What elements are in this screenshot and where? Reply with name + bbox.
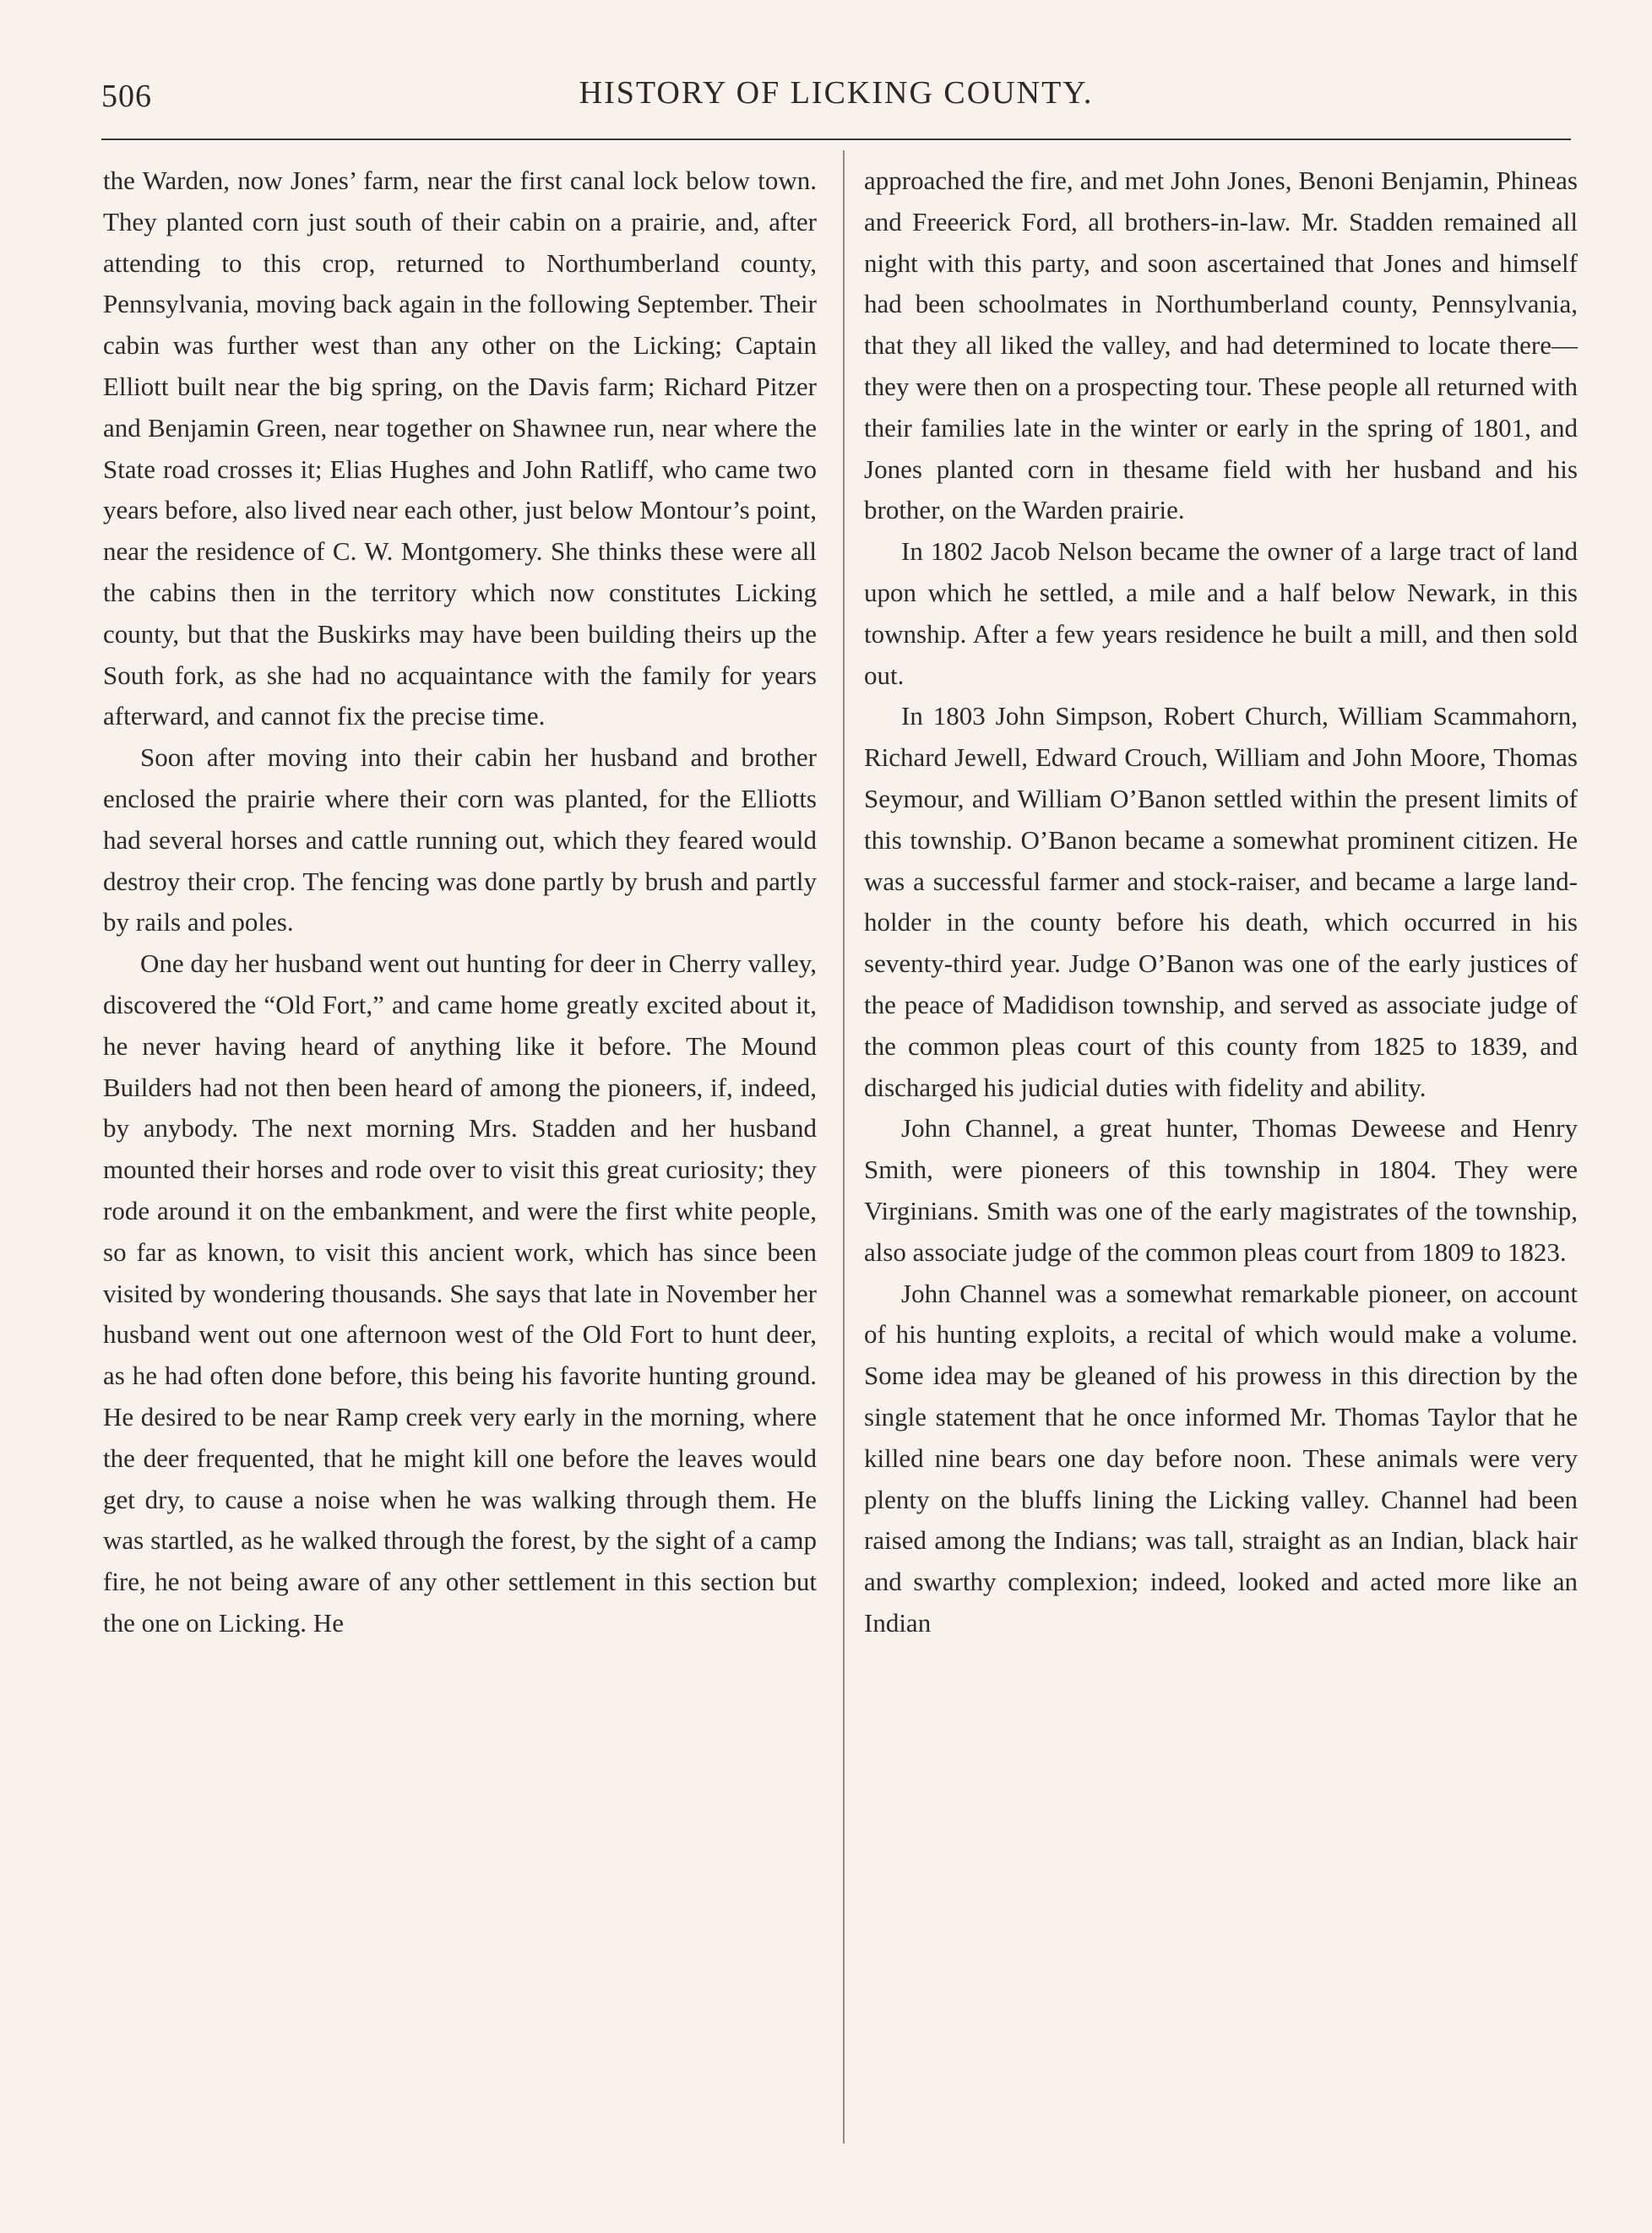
left-column: [103, 160, 817, 1644]
header-rule: [101, 139, 1571, 140]
right-paragraph-3: In 1803 John Simpson, Robert Church, William Scammahorn, Richard Jewell, Edward Crouch, William and John Moore, Thomas Seymour, and William O’Banon settled within the present limits of this township. O’Banon became a somewhat prominent citizen. He was a successful farmer and stock-raiser, and became a large land-holder in the county before his death, which occurred in his seventy-third year. Judge O’Banon was one of the early justices of the peace of Madidison township, and served as associate judge of the common pleas court of this county from 1825 to 1839, and discharged his judicial duties with fidelity and ability.: [864, 701, 1578, 1102]
right-column: [864, 160, 1578, 1644]
right-paragraph-1: approached the fire, and met John Jones, Benoni Benjamin, Phineas and Freeerick Ford, all brothers-in-law. Mr. Stadden remained all night with this party, and soon ascertained that Jones and himself had been schoolmates in Northumberland county, Pennsylvania, that they all liked the valley, and had determined to locate there—they were then on a prospecting tour. These people all returned with their families late in the winter or early in the spring of 1801, and Jones planted corn in thesame field with her husband and his brother, on the Warden prairie.: [864, 166, 1578, 525]
left-paragraph-2: Soon after moving into their cabin her husband and brother enclosed the prairie where their corn was planted, for the Elliotts had several horses and cattle running out, which they feared would destroy their crop. The fencing was done partly by brush and partly by rails and poles.: [103, 742, 817, 937]
column-divider: [843, 150, 845, 2143]
page-header: [101, 74, 1571, 133]
page-number: 506: [101, 79, 152, 114]
left-paragraph-3: One day her husband went out hunting for deer in Cherry valley, discovered the “Old Fort,” and came home greatly excited about it, he never having heard of anything like it before. The Mound Builders had not then been heard of among the pioneers, if, indeed, by anybody. The next morning Mrs. Stadden and her husband mounted their horses and rode over to visit this great curiosity; they rode around it on the embankment, and were the first white people, so far as known, to visit this ancient work, which has since been visited by wondering thousands. She says that late in November her husband went out one afternoon west of the Old Fort to hunt deer, as he had often done before, this being his favorite hunting ground. He desired to be near Ramp creek very early in the morning, where the deer frequented, that he might kill one before the leaves would get dry, to cause a noise when he was walking through them. He was startled, as he walked through the forest, by the sight of a camp fire, he not being aware of any other settlement in this section but the one on Licking. He: [103, 948, 817, 1638]
left-paragraph-1: the Warden, now Jones’ farm, near the first canal lock below town. They planted corn just south of their cabin on a prairie, and, after attending to this crop, returned to Northumberland county, Pennsylvania, moving back again in the following September. Their cabin was further west than any other on the Licking; Captain Elliott built near the big spring, on the Davis farm; Richard Pitzer and Benjamin Green, near together on Shawnee run, near where the State road crosses it; Elias Hughes and John Ratliff, who came two years before, also lived near each other, just below Montour’s point, near the residence of C. W. Montgomery. She thinks these were all the cabins then in the territory which now constitutes Licking county, but that the Buskirks may have been building theirs up the South fork, as she had no acquaintance with the family for years afterward, and cannot fix the precise time.: [103, 166, 817, 731]
running-title: HISTORY OF LICKING COUNTY.: [579, 75, 1094, 111]
right-paragraph-2: In 1802 Jacob Nelson became the owner of a large tract of land upon which he settled, a mile and a half below Newark, in this township. After a few years residence he built a mill, and then sold out.: [864, 536, 1578, 690]
right-paragraph-4: John Channel, a great hunter, Thomas Deweese and Henry Smith, were pioneers of this township in 1804. They were Virginians. Smith was one of the early magistrates of the township, also associate judge of the common pleas court from 1809 to 1823.: [864, 1113, 1578, 1267]
right-paragraph-5: John Channel was a somewhat remarkable pioneer, on account of his hunting exploits, a recital of which would make a volume. Some idea may be gleaned of his prowess in this direction by the single statement that he once informed Mr. Thomas Taylor that he killed nine bears one day before noon. These animals were very plenty on the bluffs lining the Licking valley. Channel had been raised among the Indians; was tall, straight as an Indian, black hair and swarthy complexion; indeed, looked and acted more like an Indian: [864, 1278, 1578, 1638]
